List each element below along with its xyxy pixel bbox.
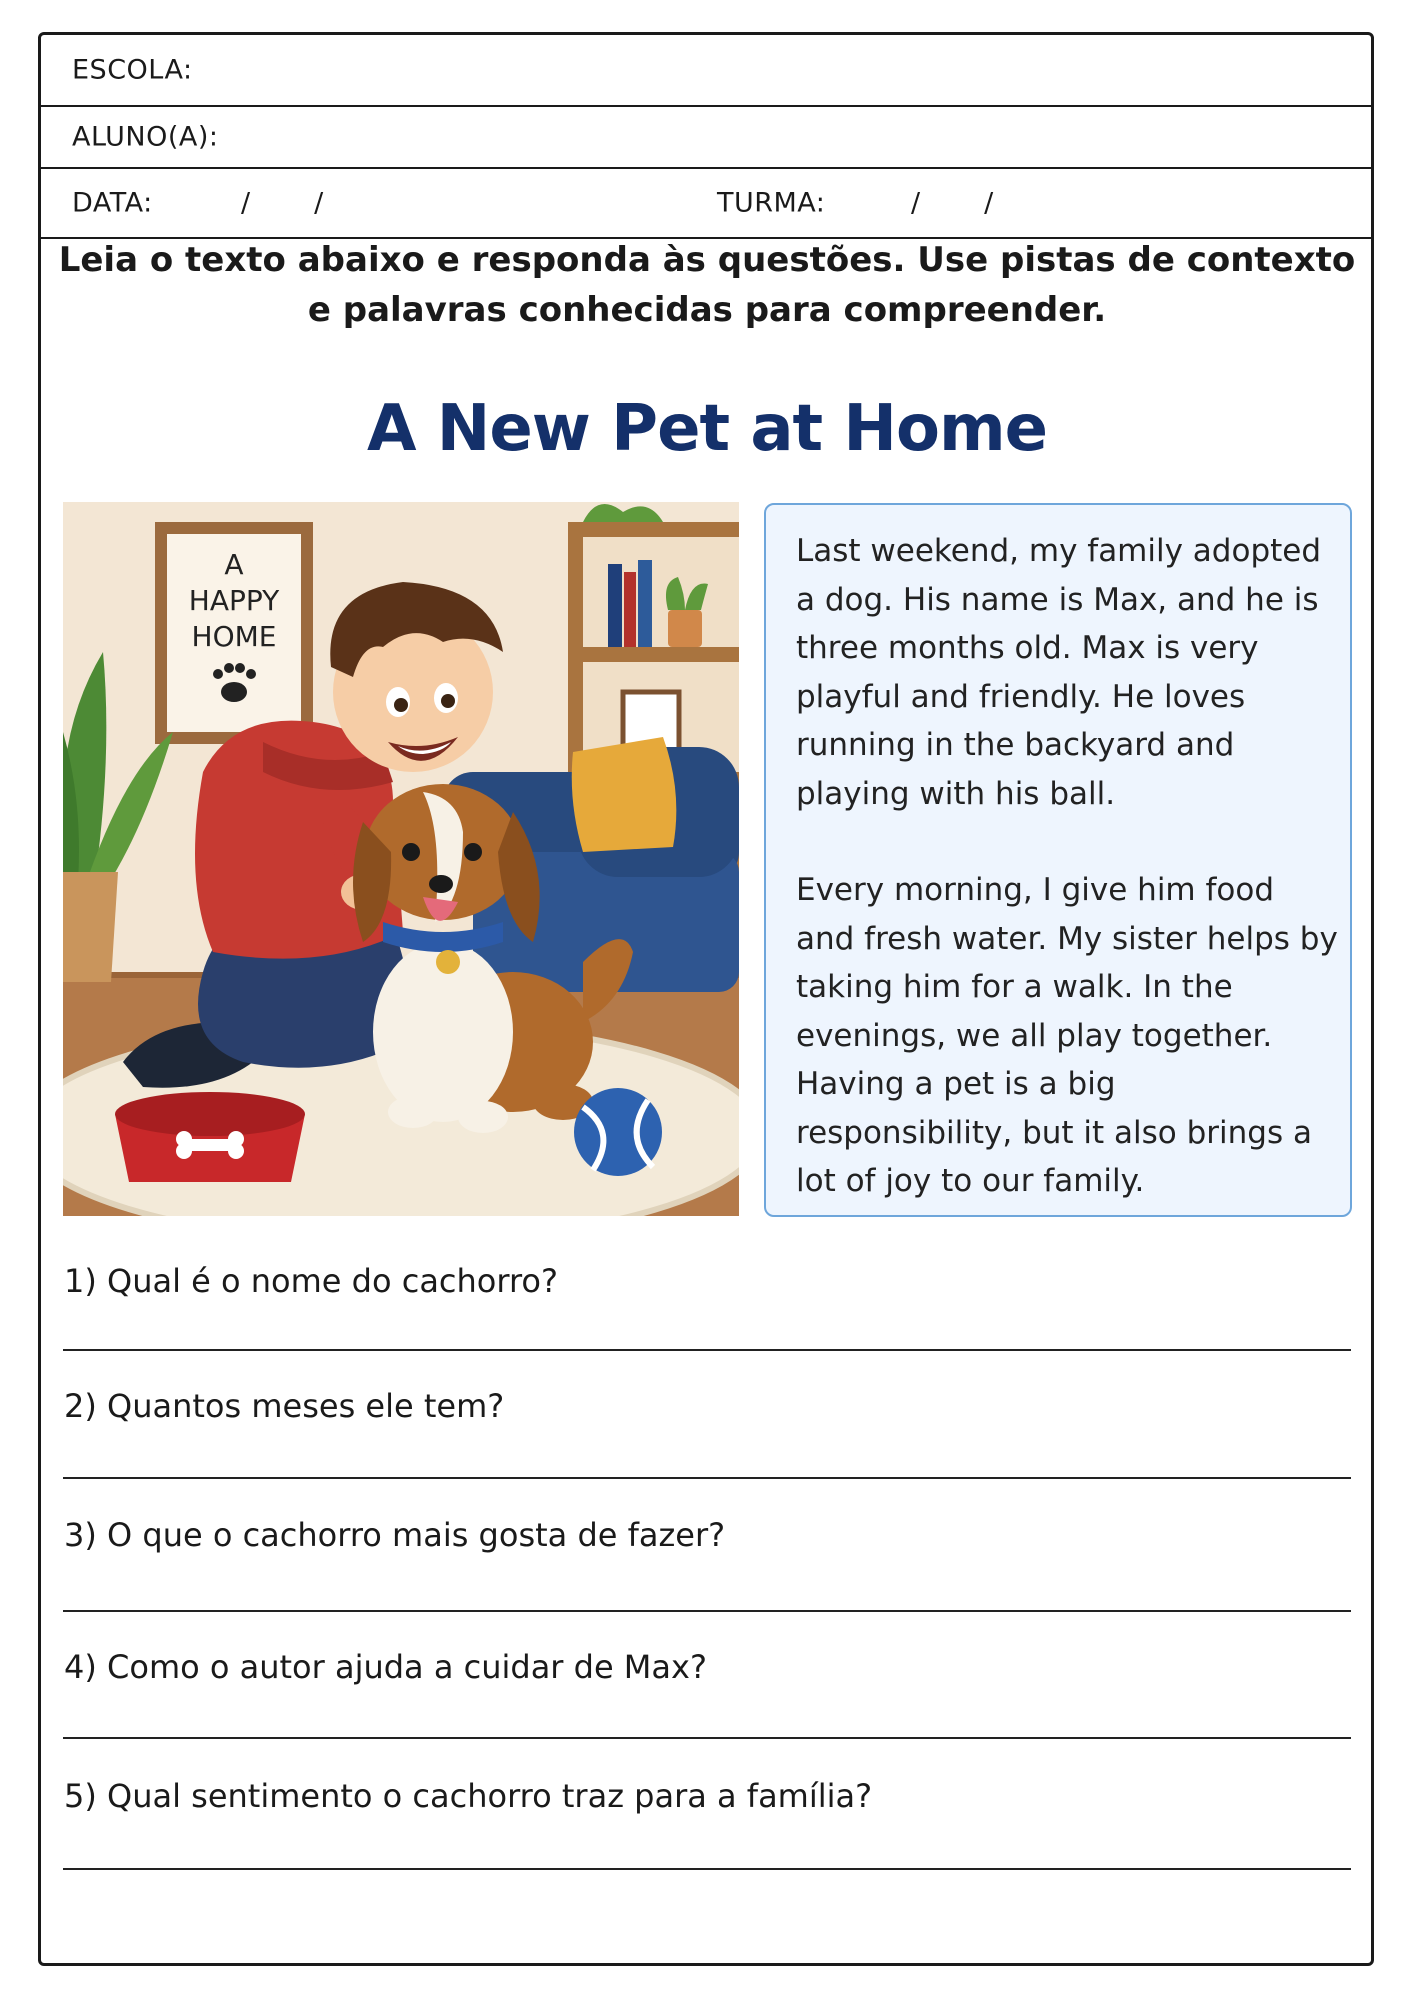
question-1: 1) Qual é o nome do cachorro? — [64, 1262, 558, 1300]
question-2: 2) Quantos meses ele tem? — [64, 1387, 505, 1425]
answer-line-2[interactable] — [63, 1477, 1351, 1479]
class-slashes: / / — [911, 187, 994, 219]
sign-line-2: HAPPY — [188, 584, 280, 617]
date-label: DATA: — [72, 187, 153, 219]
happy-home-sign — [155, 522, 313, 744]
story-title: A New Pet at Home — [366, 392, 1048, 466]
story-paragraph-2: Every morning, I give him food and fresh water. My sister helps by taking him for a walk. In the evenings, we all play together. Having a pet is a big responsibility, but it also brings a lot of joy to our family. — [796, 872, 1338, 1199]
question-5: 5) Qual sentimento o cachorro traz para a família? — [64, 1777, 873, 1815]
question-3: 3) O que o cachorro mais gosta de fazer? — [64, 1516, 726, 1554]
answer-line-1[interactable] — [63, 1349, 1351, 1351]
question-4: 4) Como o autor ajuda a cuidar de Max? — [64, 1648, 707, 1686]
school-label: ESCOLA: — [72, 54, 193, 86]
date-class-row — [41, 169, 1371, 239]
answer-line-5[interactable] — [63, 1868, 1351, 1870]
instructions — [0, 235, 1414, 335]
story-illustration — [63, 502, 739, 1216]
instructions-line1: Leia o texto abaixo e responda às questões. Use pistas de contexto — [58, 240, 1356, 280]
school-row — [41, 35, 1371, 107]
student-label: ALUNO(A): — [72, 121, 219, 153]
dog-bowl — [115, 1092, 305, 1182]
date-slashes: / / — [241, 187, 324, 219]
sign-line-3: HOME — [191, 620, 277, 653]
answer-line-3[interactable] — [63, 1610, 1351, 1612]
student-row — [41, 107, 1371, 169]
answer-line-4[interactable] — [63, 1737, 1351, 1739]
ball — [574, 1088, 662, 1176]
story-paragraph-1: Last weekend, my family adopted a dog. His name is Max, and he is three months old. Max is very playful and friendly. He loves running in the backyard and playing with his ball. — [796, 533, 1322, 812]
story-textbox — [764, 503, 1352, 1217]
instructions-line2: e palavras conhecidas para compreender. — [307, 290, 1107, 330]
sign-line-1: A — [224, 548, 244, 581]
class-label: TURMA: — [717, 187, 826, 219]
